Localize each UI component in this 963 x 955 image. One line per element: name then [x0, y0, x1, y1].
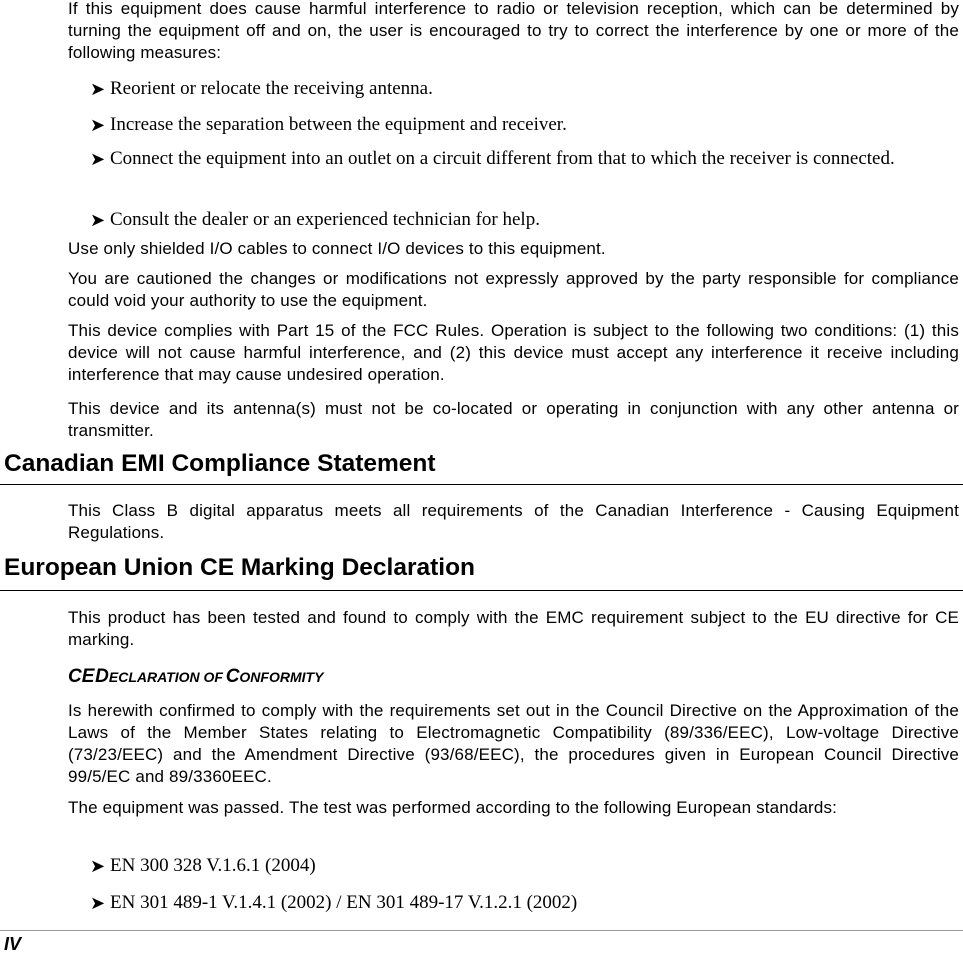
- canadian-heading: Canadian EMI Compliance Statement: [4, 450, 436, 477]
- canadian-paragraph: This Class B digital apparatus meets all requirements of the Canadian Interference - Causing Equipment Regulations.: [68, 501, 959, 542]
- canadian-heading-rule: [0, 484, 963, 485]
- arrow-bullet-icon: ➤: [90, 856, 106, 876]
- measure-text: Connect the equipment into an outlet on a circuit different from that to which the receiver is connected.: [110, 148, 895, 169]
- list-item: [90, 76, 960, 102]
- arrow-bullet-icon: ➤: [90, 893, 106, 913]
- page-number: IV: [4, 934, 22, 954]
- list-item: [90, 890, 960, 916]
- measure-text: Reorient or relocate the receiving antenna.: [110, 78, 433, 99]
- eu-heading-rule: [0, 590, 963, 591]
- eu-heading: European Union CE Marking Declaration: [4, 554, 476, 581]
- list-item: [90, 853, 960, 879]
- standard-text: EN 300 328 V.1.6.1 (2004): [110, 855, 316, 876]
- caution-paragraph: You are cautioned the changes or modifications not expressly approved by the party responsible for compliance could void your authority to use the equipment.: [68, 269, 959, 310]
- arrow-bullet-icon: ➤: [90, 149, 106, 169]
- arrow-bullet-icon: ➤: [90, 115, 106, 135]
- list-item: [90, 207, 960, 233]
- shielded-cables-paragraph: Use only shielded I/O cables to connect I/O devices to this equipment.: [68, 239, 606, 258]
- eu-paragraph: This product has been tested and found to comply with the EMC requirement subject to the EU directive for CE marking.: [68, 608, 959, 649]
- confirmation-paragraph: Is herewith confirmed to comply with the requirements set out in the Council Directive on the Approximation of the Laws of the Member States relating to Electromagnetic Compatibility (89/336/EEC), Low-voltage Directive (73/23/EEC) and the Amendment Directive (93/68/EEC), the procedures given in European Council Directive 99/5/EC and 89/3360EEC.: [68, 701, 959, 786]
- measure-text: Increase the separation between the equipment and receiver.: [110, 114, 567, 135]
- footer-rule: [0, 930, 963, 931]
- arrow-bullet-icon: ➤: [90, 79, 106, 99]
- colocation-paragraph: This device and its antenna(s) must not be co-located or operating in conjunction with any other antenna or transmitter.: [68, 399, 959, 440]
- fcc-intro-paragraph: If this equipment does cause harmful interference to radio or television reception, which can be determined by turning the equipment off and on, the user is encouraged to try to correct the interference by one or more of the following measures:: [68, 0, 959, 62]
- measure-text: Consult the dealer or an experienced technician for help.: [110, 209, 540, 230]
- arrow-bullet-icon: ➤: [90, 210, 106, 230]
- standard-text: EN 301 489-1 V.1.4.1 (2002) / EN 301 489-17 V.1.2.1 (2002): [110, 892, 578, 913]
- part15-paragraph: This device complies with Part 15 of the FCC Rules. Operation is subject to the following two conditions: (1) this device will not cause harmful interference, and (2) this device must accept any interference it receive including interference that may cause undesired operation.: [68, 321, 959, 384]
- test-statement-paragraph: The equipment was passed. The test was performed according to the following European standards:: [68, 798, 837, 817]
- list-item: [90, 112, 960, 138]
- list-item: [90, 146, 960, 172]
- ce-declaration-subheading: CE DECLARATION OF CONFORMITY: [68, 666, 324, 687]
